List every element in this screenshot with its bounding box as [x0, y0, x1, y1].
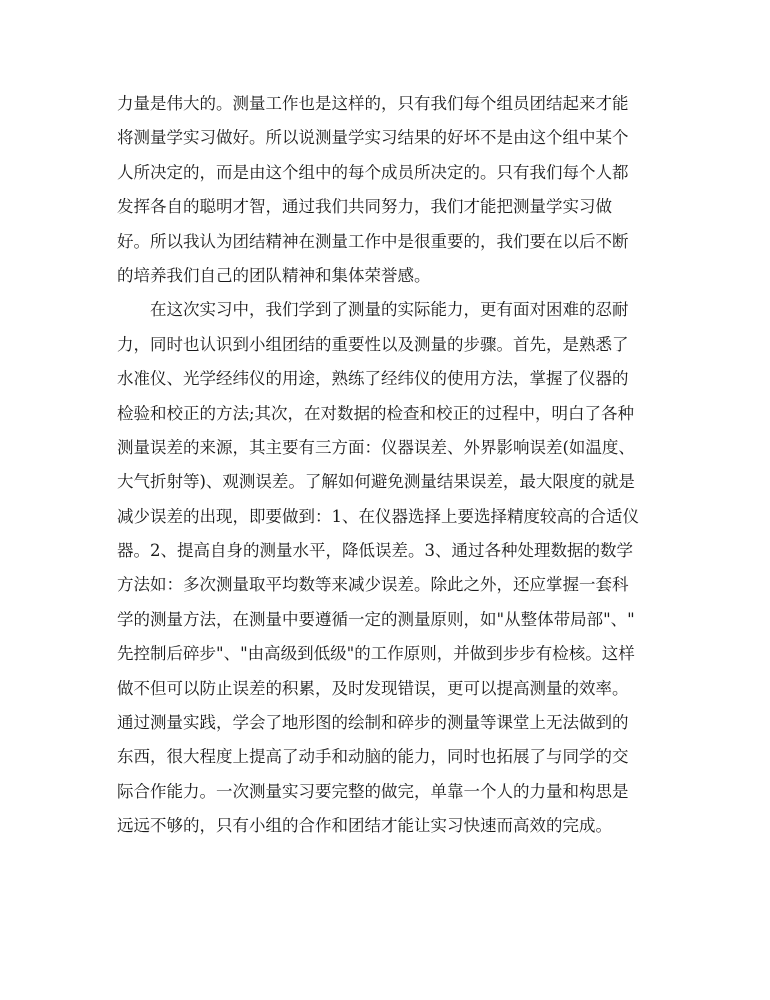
text-line-14: 器。2、提高自身的测量水平，降低误差。3、通过各种处理数据的数学 — [117, 541, 633, 561]
text-line-21: 际合作能力。一次测量实习要完整的做完，单靠一个人的力量和构思是 — [117, 781, 629, 801]
text-line-4: 发挥各自的聪明才智，通过我们共同努力，我们才能把测量学实习做 — [117, 197, 612, 217]
text-line-13: 减少误差的出现，即要做到：1、在仪器选择上要选择精度较高的合适仪 — [117, 506, 639, 526]
text-line-22: 远远不够的，只有小组的合作和团结才能让实习快速而高效的完成。 — [117, 816, 612, 836]
text-line-16: 学的测量方法，在测量中要遵循一定的测量原则，如"从整体带局部"、" — [117, 609, 635, 629]
text-line-9: 水准仪、光学经纬仪的用途，熟练了经纬仪的使用方法，掌握了仪器的 — [117, 369, 629, 389]
text-line-17: 先控制后碎步"、"由高级到低级"的工作原则，并做到步步有检核。这样 — [117, 644, 635, 664]
text-line-2: 将测量学实习做好。所以说测量学实习结果的好坏不是由这个组中某个 — [117, 128, 629, 148]
text-line-12: 大气折射等)、观测误差。了解如何避免测量结果误差，最大限度的就是 — [117, 472, 635, 492]
text-line-11: 测量误差的来源，其主要有三方面：仪器误差、外界影响误差(如温度、 — [117, 437, 635, 457]
text-line-15: 方法如：多次测量取平均数等来减少误差。除此之外，还应掌握一套科 — [117, 575, 629, 595]
text-line-8: 力，同时也认识到小组团结的重要性以及测量的步骤。首先，是熟悉了 — [117, 334, 629, 354]
text-line-1: 力量是伟大的。测量工作也是这样的，只有我们每个组员团结起来才能 — [117, 94, 629, 113]
text-line-18: 做不但可以防止误差的积累，及时发现错误，更可以提高测量的效率。 — [117, 678, 629, 698]
text-line-19: 通过测量实践，学会了地形图的绘制和碎步的测量等课堂上无法做到的 — [117, 713, 629, 733]
body-text — [117, 87, 657, 844]
text-line-7: 在这次实习中，我们学到了测量的实际能力，更有面对困难的忍耐 — [117, 300, 629, 320]
text-line-6: 的培养我们自己的团队精神和集体荣誉感。 — [117, 265, 431, 285]
text-line-3: 人所决定的，而是由这个组中的每个成员所决定的。只有我们每个人都 — [117, 162, 629, 182]
text-line-20: 东西，很大程度上提高了动手和动脑的能力，同时也拓展了与同学的交 — [117, 747, 629, 767]
text-line-10: 检验和校正的方法;其次，在对数据的检查和校正的过程中，明白了各种 — [117, 403, 635, 423]
text-line-5: 好。所以我认为团结精神在测量工作中是很重要的，我们要在以后不断 — [117, 231, 629, 251]
